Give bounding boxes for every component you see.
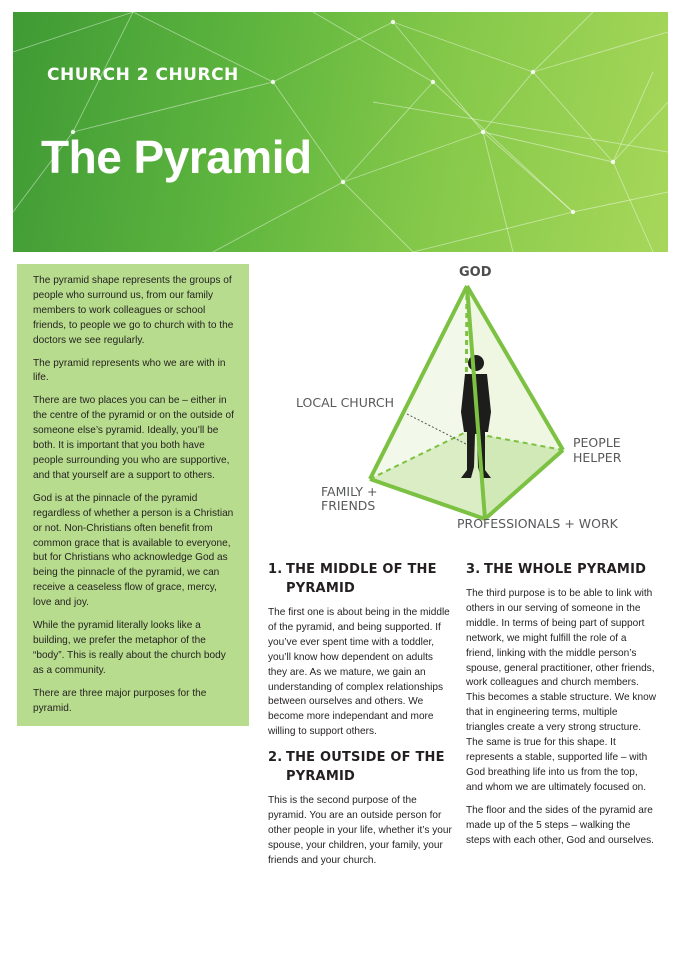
label-family-friends-2: FRIENDS: [321, 498, 376, 513]
label-people-helper-1: PEOPLE: [573, 435, 621, 450]
intro-paragraph: The pyramid shape represents the groups of people who surround us, from our family members to work colleagues or school friends, to people we go to church with to the doctors we see regularly.: [33, 275, 234, 346]
pyramid-diagram: [285, 262, 645, 534]
section-number: 3.: [466, 562, 481, 577]
label-professionals-work: PROFESSIONALS + WORK: [457, 516, 618, 531]
header-banner: [13, 12, 668, 252]
intro-paragraph: While the pyramid literally looks like a building, we prefer the metaphor of the “body”. This is really about the church body as a community.: [33, 620, 226, 676]
section-heading: [466, 560, 656, 579]
heading-line: THE MIDDLE OF THE: [286, 562, 437, 577]
church2church-logo: CHURCH 2 CHURCH: [47, 65, 239, 85]
section-body: The first one is about being in the middle of the pyramid, and being supported. If you’ve ever spent time with a toddler, you’ll know how dependent on adults they are. As we mature, we gain an understanding of complex relationships between ourselves and others. We become more independant and more willing to support others.: [268, 607, 450, 738]
section-heading: [268, 560, 454, 598]
label-family-friends-1: FAMILY +: [321, 484, 378, 499]
heading-line: PYRAMID: [286, 769, 355, 785]
label-people-helper-2: HELPER: [573, 450, 622, 465]
section-body: The floor and the sides of the pyramid are made up of the 5 steps – walking the steps with each other, God and ourselves.: [466, 804, 654, 846]
page-title: The Pyramid: [41, 131, 312, 183]
intro-box: [17, 264, 249, 726]
section-body: This is the second purpose of the pyramid. You are an outside person for other people in your life, whether it’s your spouse, your children, your family, your friends and your church.: [268, 795, 452, 866]
intro-paragraph: There are three major purposes for the pyramid.: [33, 687, 207, 714]
heading-line: PYRAMID: [286, 581, 355, 596]
column-left: [268, 560, 454, 877]
label-god: GOD: [459, 265, 492, 280]
intro-paragraph: God is at the pinnacle of the pyramid regardless of whether a person is a Christian or not. Non-Christians often benefit from common grace that is available to everyone, but for Christians who acknowledge God as being the pinnacle of the pyramid, we can receive a ceaseless flow of grace, mercy, love and joy.: [33, 492, 234, 609]
intro-paragraph: The pyramid represents who we are with in life.: [33, 357, 226, 384]
heading-line: THE WHOLE PYRAMID: [484, 562, 647, 577]
section-body: The third purpose is to be able to link with others in our serving of someone in the middle. In terms of being part of support network, we might fulfill the role of a friend, linking with the middle person’s spouse, general practitioner, other friends, work colleagues and church members. This becomes a stable structure. We know that in engineering terms, multiple triangles create a very strong structure. The same is true for this shape. It represents a stable, supported life – with God breathing life into us from the top, and whom we are ultimately focused on.: [466, 588, 656, 793]
section-heading: [268, 748, 454, 786]
column-right: [466, 560, 656, 856]
section-number: 2.: [268, 750, 283, 766]
heading-line: THE OUTSIDE OF THE: [286, 750, 445, 766]
section-number: 1.: [268, 562, 283, 577]
intro-paragraph: There are two places you can be – either in the centre of the pyramid or on the outside of someone else’s pyramid. Ideally, you’ll be both. It is important that you both have people surrounding you who are supportive, and that yourself are a support to others.: [33, 395, 234, 481]
label-local-church: LOCAL CHURCH: [296, 395, 395, 410]
